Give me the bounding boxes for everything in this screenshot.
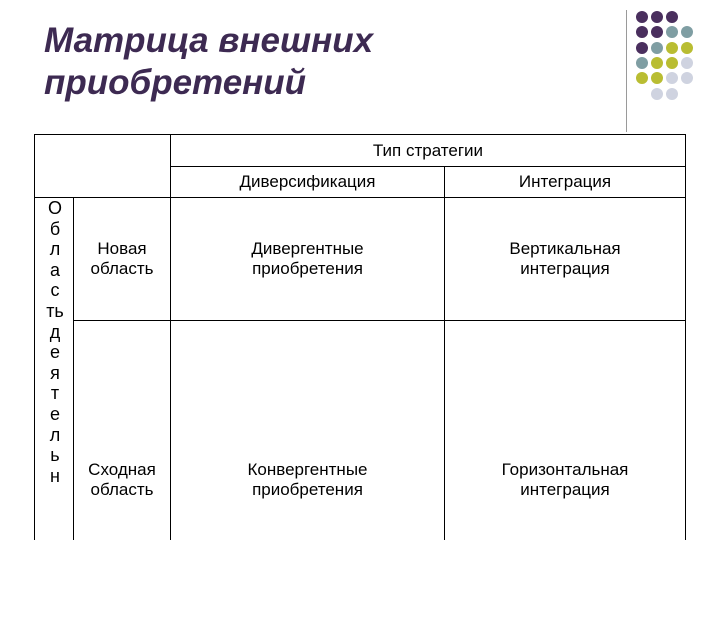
slide-title-line-1: Матрица внешних xyxy=(44,21,374,60)
cell-convergent-acquisitions xyxy=(171,321,444,639)
row-label-new-area xyxy=(74,198,170,320)
row-header-letter: т xyxy=(50,383,60,404)
cell-horizontal-line-2: интеграция xyxy=(520,480,610,499)
row-label-new-area-line-2: область xyxy=(90,259,154,278)
decorative-dot xyxy=(666,88,678,100)
decorative-dot xyxy=(651,88,663,100)
row-header-letter: ь xyxy=(50,445,60,466)
cell-horizontal-integration xyxy=(445,321,685,639)
decorative-dot xyxy=(681,26,693,38)
decorative-dot xyxy=(636,26,648,38)
cell-vertical-line-2: интеграция xyxy=(520,259,610,278)
table-border-right xyxy=(685,134,686,540)
table-border-left xyxy=(34,134,35,540)
row-label-similar-area xyxy=(74,321,170,639)
decorative-dot xyxy=(681,72,693,84)
decorative-dot xyxy=(681,57,693,69)
row-header-letter: е xyxy=(49,403,60,424)
decorative-dot-grid xyxy=(0,0,720,130)
cell-horizontal-line-1: Горизонтальная xyxy=(501,460,629,479)
cell-convergent-line-2: приобретения xyxy=(252,480,363,499)
cell-divergent-line-1: Дивергентные xyxy=(251,239,364,258)
row-header-letter: л xyxy=(49,424,61,445)
slide-title-line-2: приобретений xyxy=(44,63,307,102)
cell-divergent-line-2: приобретения xyxy=(252,259,363,278)
row-header-letter: д xyxy=(49,321,61,342)
column-header-integration: Интеграция xyxy=(518,172,612,191)
row-header-letter: н xyxy=(50,465,60,486)
row-label-new-area-line-1: Новая xyxy=(97,239,147,258)
cell-convergent-line-1: Конвергентные xyxy=(247,460,368,479)
decorative-dot xyxy=(636,72,648,84)
decorative-dot xyxy=(666,11,678,23)
cell-vertical-line-1: Вертикальная xyxy=(509,239,621,258)
row-label-similar-area-line-1: Сходная xyxy=(88,460,156,479)
decorative-dot xyxy=(636,42,648,54)
decorative-dot xyxy=(636,11,648,23)
row-header-letter: О xyxy=(47,198,62,218)
column-header-diversification: Диверсификация xyxy=(239,172,376,191)
cell-vertical-integration xyxy=(445,198,685,320)
strategy-type-header: Тип стратегии xyxy=(372,140,484,160)
row-header-letter: л xyxy=(49,239,61,260)
decorative-dot xyxy=(636,57,648,69)
row-header-letter: ть xyxy=(46,300,64,321)
decorative-dot xyxy=(681,42,693,54)
decorative-dot xyxy=(651,72,663,84)
decorative-dot xyxy=(651,26,663,38)
row-header-letter: е xyxy=(49,342,60,363)
decorative-dot xyxy=(666,26,678,38)
decorative-dot xyxy=(666,42,678,54)
decorative-dot xyxy=(651,57,663,69)
cell-divergent-acquisitions xyxy=(171,198,444,320)
decorative-dot xyxy=(666,57,678,69)
row-header-vertical-text xyxy=(37,198,73,486)
row-header-letter: с xyxy=(50,280,60,301)
row-label-similar-area-line-2: область xyxy=(90,480,154,499)
decorative-dot xyxy=(651,42,663,54)
row-header-letter: б xyxy=(49,218,61,239)
decorative-dot xyxy=(651,11,663,23)
row-header-letter: а xyxy=(49,259,60,280)
decorative-dot xyxy=(666,72,678,84)
row-header-letter: я xyxy=(50,362,60,383)
